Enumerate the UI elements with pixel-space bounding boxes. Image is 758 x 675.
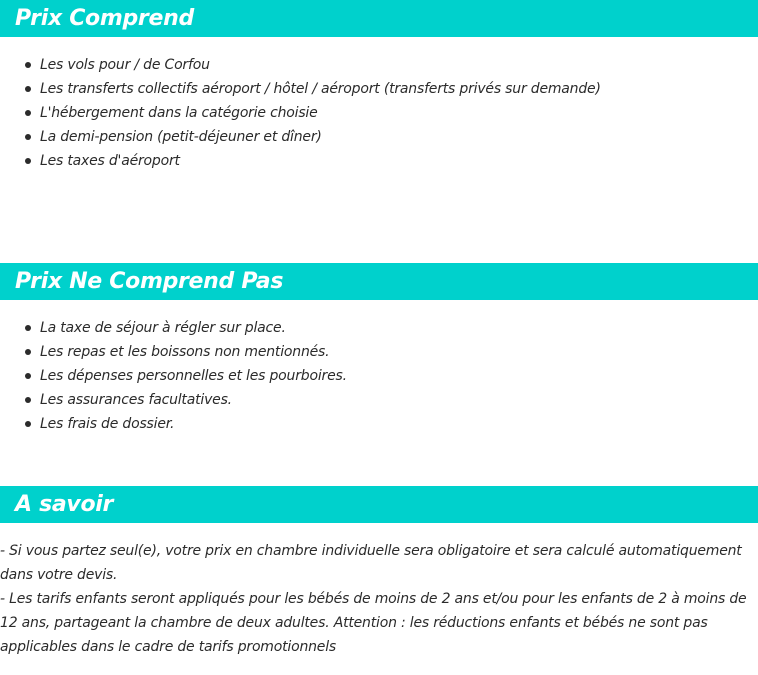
list-item [0, 125, 601, 149]
list-item [0, 77, 601, 101]
bullet-icon [25, 373, 31, 379]
list-item [0, 101, 601, 125]
bullet-icon [25, 158, 31, 164]
list-item [0, 53, 601, 77]
bullet-icon [25, 349, 31, 355]
list-item-text: Les transferts collectifs aéroport / hôtel / aéroport (transferts privés sur demande) [40, 81, 601, 97]
section-title-to-know: A savoir [15, 492, 114, 517]
list-item-text: Les vols pour / de Corfou [40, 57, 210, 73]
info-paragraph: - Si vous partez seul(e), votre prix en chambre individuelle sera obligatoire et sera calculé automatiquement dans votre devis. [0, 543, 742, 583]
list-item-text: Les dépenses personnelles et les pourboires. [40, 368, 347, 384]
list-item-text: Les frais de dossier. [40, 416, 175, 432]
section-title-included: Prix Comprend [15, 6, 194, 31]
bullet-icon [25, 110, 31, 116]
section-header-included [0, 0, 758, 37]
section-title-not-included: Prix Ne Comprend Pas [15, 269, 284, 294]
list-item-text: La taxe de séjour à régler sur place. [40, 320, 286, 336]
not-included-list [0, 316, 347, 436]
list-item [0, 364, 347, 388]
list-item-text: Les assurances facultatives. [40, 392, 232, 408]
section-header-not-included [0, 263, 758, 300]
list-item [0, 149, 601, 173]
list-item-text: L'hébergement dans la catégorie choisie [40, 105, 318, 121]
list-item [0, 412, 347, 436]
bullet-icon [25, 62, 31, 68]
list-item-text: La demi-pension (petit-déjeuner et dîner) [40, 129, 322, 145]
to-know-text [0, 539, 758, 659]
list-item-text: Les repas et les boissons non mentionnés. [40, 344, 330, 360]
bullet-icon [25, 86, 31, 92]
included-list [0, 53, 601, 173]
info-paragraph: - Les tarifs enfants seront appliqués pour les bébés de moins de 2 ans et/ou pour les enfants de 2 à moins de 12 ans, partageant la chambre de deux adultes. Attention : les réductions enfants et bébés ne sont pas applicables dans le cadre de tarifs promotionnels [0, 591, 747, 655]
list-item [0, 316, 347, 340]
list-item [0, 388, 347, 412]
bullet-icon [25, 134, 31, 140]
bullet-icon [25, 421, 31, 427]
bullet-icon [25, 325, 31, 331]
list-item [0, 340, 347, 364]
list-item-text: Les taxes d'aéroport [40, 153, 180, 169]
bullet-icon [25, 397, 31, 403]
section-header-to-know [0, 486, 758, 523]
